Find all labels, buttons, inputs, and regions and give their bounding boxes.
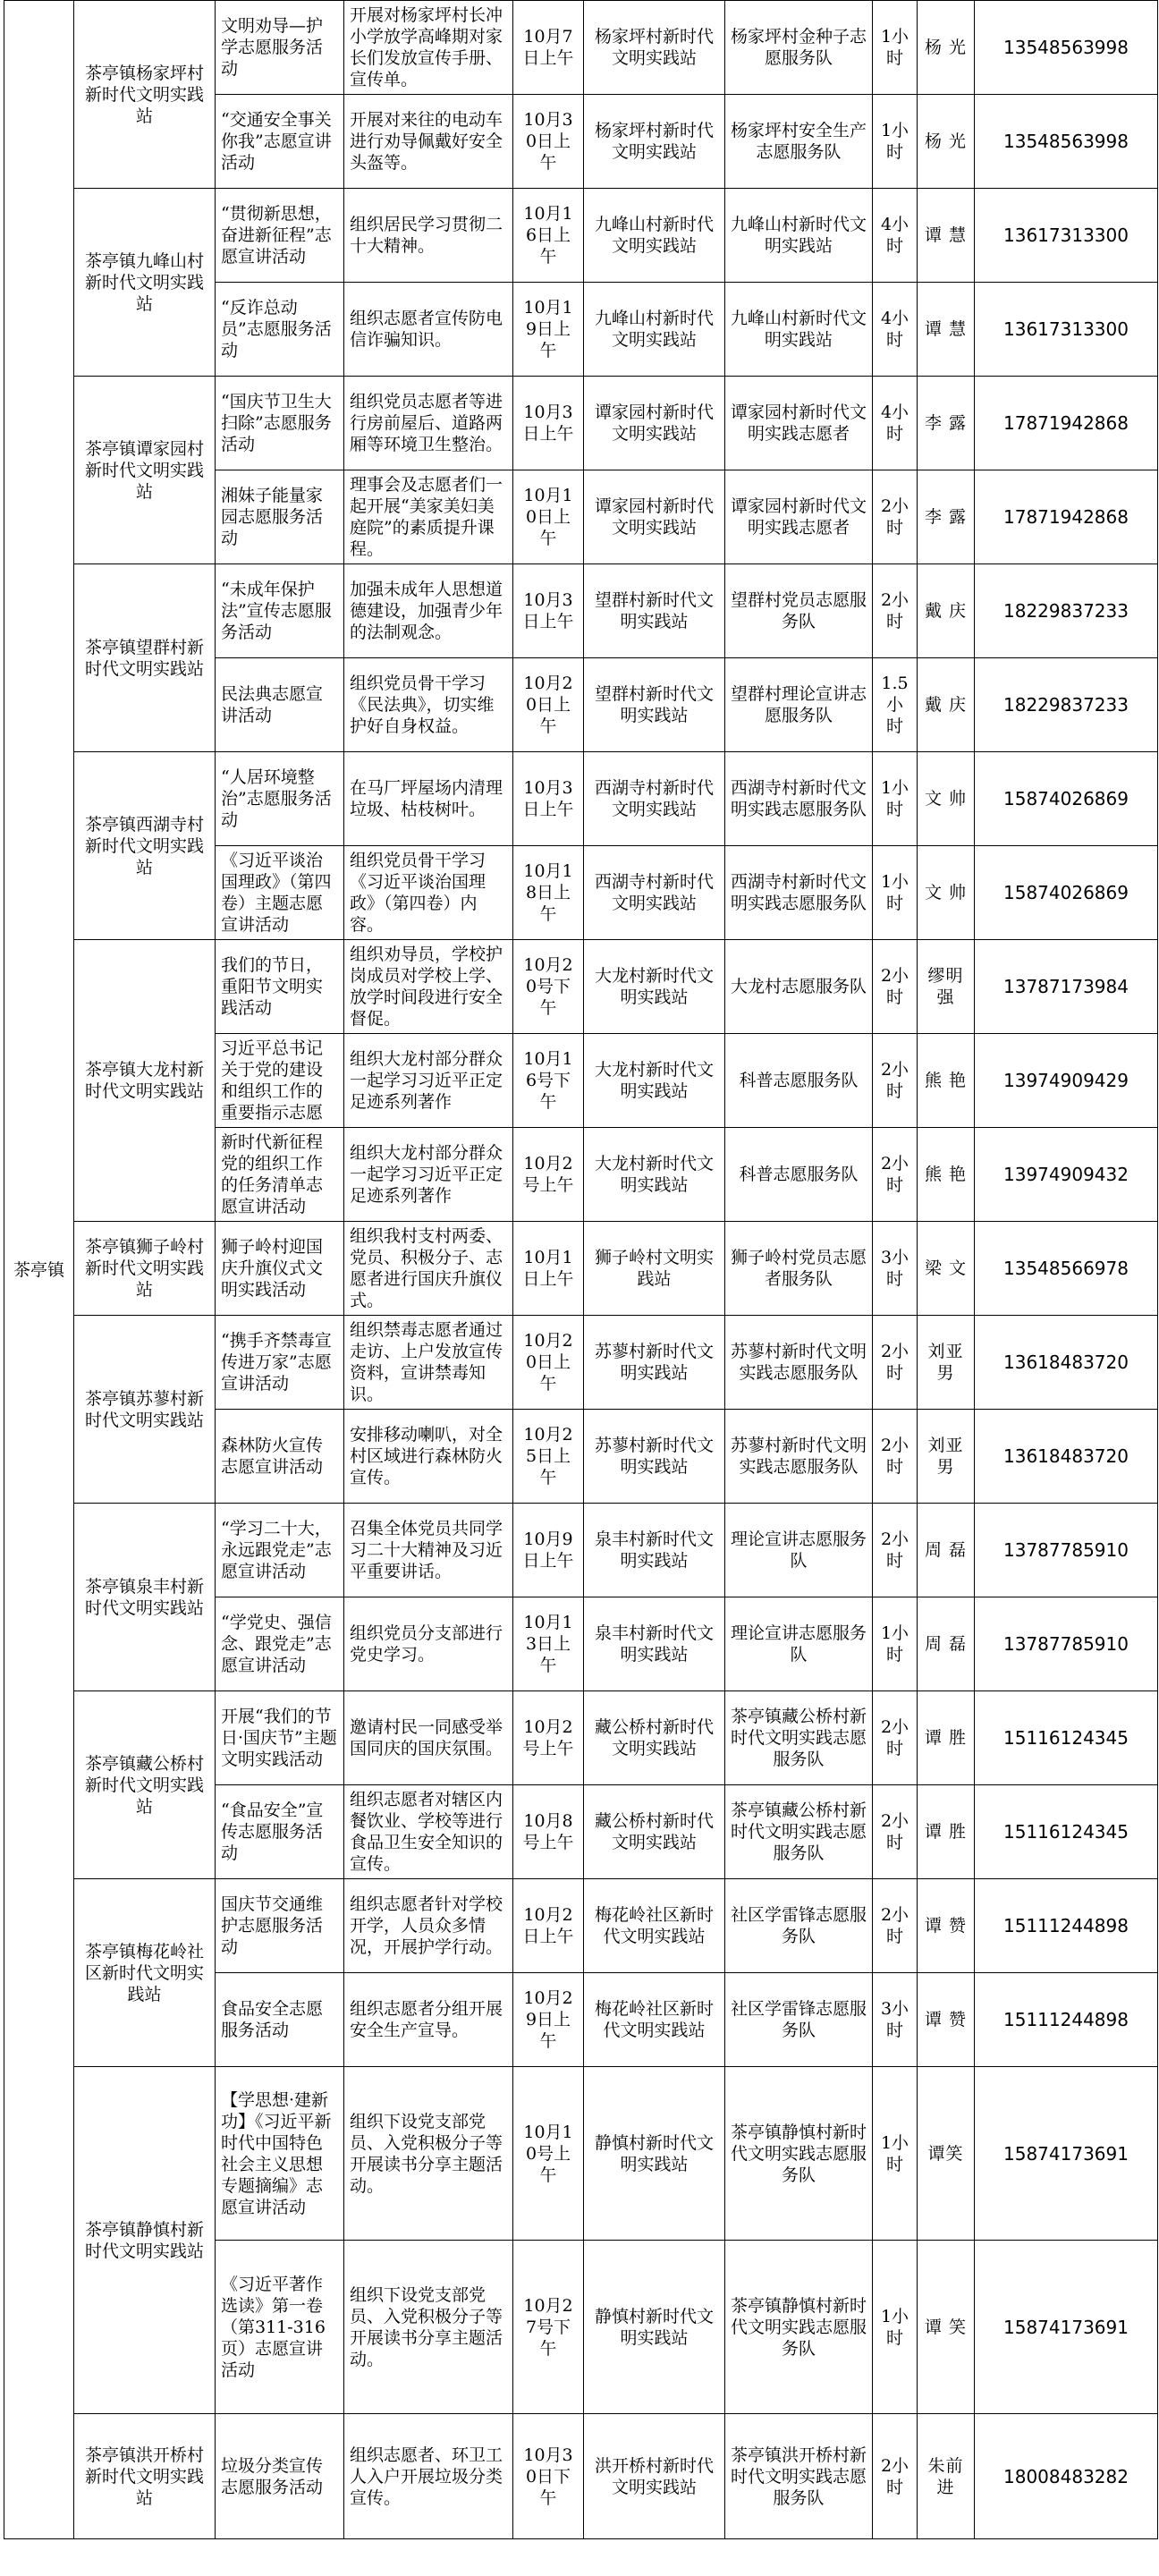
- contact-person: 梁 文: [918, 1222, 975, 1316]
- activity-name: 森林防火宣传志愿宣讲活动: [216, 1410, 344, 1504]
- service-hours: 2小时: [873, 1691, 918, 1785]
- activity-time: 10月20号下午: [513, 940, 584, 1034]
- activity-time: 10月7日上午: [513, 1, 584, 95]
- activity-place: 苏蓼村新时代文明实践站: [584, 1316, 725, 1410]
- contact-phone: 13618483720: [975, 1316, 1158, 1410]
- activity-name: “交通安全事关你我”志愿宣讲活动: [216, 95, 344, 189]
- service-hours: 1小时: [873, 752, 918, 846]
- table-row: [4, 2067, 1158, 2241]
- table-row: [4, 1691, 1158, 1785]
- activity-time: 10月19日上午: [513, 283, 584, 377]
- contact-person: 朱前进: [918, 2414, 975, 2539]
- activity-time: 10月27号下午: [513, 2241, 584, 2414]
- table-row: [4, 2414, 1158, 2539]
- activity-content: 开展对杨家坪村长冲小学放学高峰期对家长们发放宣传手册、宣传单。: [344, 1, 513, 95]
- activity-name: 食品安全志愿服务活动: [216, 1973, 344, 2067]
- contact-phone: 13974909429: [975, 1034, 1158, 1128]
- activity-name: 新时代新征程党的组织工作的任务清单志愿宣讲活动: [216, 1128, 344, 1222]
- activity-content: 组织志愿者针对学校开学，人员众多情况，开展护学行动。: [344, 1879, 513, 1973]
- table-row: [4, 1316, 1158, 1410]
- activity-content: 组织志愿者、环卫工人入户开展垃圾分类宣传。: [344, 2414, 513, 2539]
- service-hours: 1小时: [873, 846, 918, 940]
- station-cell: 茶亭镇洪开桥村新时代文明实践站: [74, 2414, 216, 2539]
- activity-content: 邀请村民一同感受举国同庆的国庆氛围。: [344, 1691, 513, 1785]
- activity-place: 藏公桥村新时代文明实践站: [584, 1785, 725, 1879]
- activity-time: 10月3日上午: [513, 564, 584, 658]
- volunteer-team: 苏蓼村新时代文明实践志愿服务队: [725, 1410, 873, 1504]
- volunteer-team: 理论宣讲志愿服务队: [725, 1504, 873, 1597]
- service-hours: 1.5小时: [873, 658, 918, 752]
- activity-content: 组织下设党支部党员、入党积极分子等开展读书分享主题活动。: [344, 2241, 513, 2414]
- contact-person: 周 磊: [918, 1597, 975, 1691]
- activity-place: 苏蓼村新时代文明实践站: [584, 1410, 725, 1504]
- activity-time: 10月9日上午: [513, 1504, 584, 1597]
- contact-phone: 13617313300: [975, 189, 1158, 283]
- table-row: [4, 189, 1158, 283]
- activity-content: 在马厂坪屋场内清理垃圾、枯枝树叶。: [344, 752, 513, 846]
- service-hours: 1小时: [873, 2067, 918, 2241]
- contact-phone: 13548563998: [975, 1, 1158, 95]
- activity-content: 安排移动喇叭，对全村区域进行森林防火宣传。: [344, 1410, 513, 1504]
- activity-time: 10月13日上午: [513, 1597, 584, 1691]
- volunteer-team: 谭家园村新时代文明实践志愿者: [725, 470, 873, 564]
- activity-place: 西湖寺村新时代文明实践站: [584, 752, 725, 846]
- activity-content: 召集全体党员共同学习二十大精神及习近平重要讲话。: [344, 1504, 513, 1597]
- activity-place: 谭家园村新时代文明实践站: [584, 377, 725, 470]
- activity-place: 谭家园村新时代文明实践站: [584, 470, 725, 564]
- activity-name: 湘妹子能量家园志愿服务活动: [216, 470, 344, 564]
- activity-time: 10月10日上午: [513, 470, 584, 564]
- contact-person: 熊 艳: [918, 1128, 975, 1222]
- volunteer-team: 望群村理论宣讲志愿服务队: [725, 658, 873, 752]
- activity-content: 组织志愿者宣传防电信诈骗知识。: [344, 283, 513, 377]
- contact-phone: 18008483282: [975, 2414, 1158, 2539]
- volunteer-team: 杨家坪村安全生产志愿服务队: [725, 95, 873, 189]
- activity-place: 大龙村新时代文明实践站: [584, 1034, 725, 1128]
- service-hours: 2小时: [873, 1128, 918, 1222]
- contact-phone: 17871942868: [975, 470, 1158, 564]
- activity-place: 九峰山村新时代文明实践站: [584, 283, 725, 377]
- activity-table: [4, 0, 1158, 2539]
- contact-person: 谭 笑: [918, 2241, 975, 2414]
- contact-person: 谭 胜: [918, 1691, 975, 1785]
- contact-phone: 13787785910: [975, 1504, 1158, 1597]
- activity-name: “学党史、强信念、跟党走”志愿宣讲活动: [216, 1597, 344, 1691]
- activity-place: 望群村新时代文明实践站: [584, 658, 725, 752]
- activity-time: 10月25日上午: [513, 1410, 584, 1504]
- activity-name: 《习近平著作选读》第一卷（第311-316页）志愿宣讲活动: [216, 2241, 344, 2414]
- service-hours: 2小时: [873, 940, 918, 1034]
- station-cell: 茶亭镇九峰山村新时代文明实践站: [74, 189, 216, 377]
- activity-name: “国庆节卫生大扫除”志愿服务活动: [216, 377, 344, 470]
- activity-place: 藏公桥村新时代文明实践站: [584, 1691, 725, 1785]
- activity-place: 西湖寺村新时代文明实践站: [584, 846, 725, 940]
- service-hours: 2小时: [873, 1785, 918, 1879]
- town-cell: 茶亭镇: [4, 1, 74, 2539]
- volunteer-team: 茶亭镇静慎村新时代文明实践志愿服务队: [725, 2241, 873, 2414]
- activity-place: 洪开桥村新时代文明实践站: [584, 2414, 725, 2539]
- contact-phone: 15111244898: [975, 1879, 1158, 1973]
- contact-person: 谭 慧: [918, 189, 975, 283]
- contact-phone: 13787173984: [975, 940, 1158, 1034]
- station-cell: 茶亭镇梅花岭社区新时代文明实践站: [74, 1879, 216, 2067]
- contact-person: 缪明强: [918, 940, 975, 1034]
- contact-phone: 13787785910: [975, 1597, 1158, 1691]
- activity-time: 10月18日上午: [513, 846, 584, 940]
- contact-person: 李 露: [918, 470, 975, 564]
- activity-place: 杨家坪村新时代文明实践站: [584, 1, 725, 95]
- contact-phone: 13974909432: [975, 1128, 1158, 1222]
- service-hours: 2小时: [873, 1316, 918, 1410]
- table-row: [4, 1, 1158, 95]
- volunteer-team: 西湖寺村新时代文明实践志愿服务队: [725, 752, 873, 846]
- contact-phone: 15116124345: [975, 1691, 1158, 1785]
- station-cell: 茶亭镇望群村新时代文明实践站: [74, 564, 216, 752]
- activity-name: “食品安全”宣传志愿服务活动: [216, 1785, 344, 1879]
- activity-place: 九峰山村新时代文明实践站: [584, 189, 725, 283]
- contact-person: 谭 慧: [918, 283, 975, 377]
- service-hours: 2小时: [873, 564, 918, 658]
- table-row: [4, 752, 1158, 846]
- activity-name: 开展“我们的节日·国庆节”主题文明实践活动: [216, 1691, 344, 1785]
- activity-name: 【学思想·建新功】《习近平新时代中国特色社会主义思想专题摘编》志愿宣讲活动: [216, 2067, 344, 2241]
- contact-person: 刘亚男: [918, 1410, 975, 1504]
- contact-person: 杨 光: [918, 1, 975, 95]
- service-hours: 2小时: [873, 2414, 918, 2539]
- contact-person: 文 帅: [918, 846, 975, 940]
- activity-time: 10月16号下午: [513, 1034, 584, 1128]
- station-cell: 茶亭镇杨家坪村新时代文明实践站: [74, 1, 216, 189]
- contact-person: 李 露: [918, 377, 975, 470]
- activity-content: 组织志愿者对辖区内餐饮业、学校等进行食品卫生安全知识的宣传。: [344, 1785, 513, 1879]
- activity-time: 10月29日上午: [513, 1973, 584, 2067]
- volunteer-team: 狮子岭村党员志愿者服务队: [725, 1222, 873, 1316]
- activity-time: 10月20日上午: [513, 1316, 584, 1410]
- contact-phone: 13548566978: [975, 1222, 1158, 1316]
- activity-name: 国庆节交通维护志愿服务活动: [216, 1879, 344, 1973]
- service-hours: 2小时: [873, 1879, 918, 1973]
- activity-name: 我们的节日，重阳节文明实践活动: [216, 940, 344, 1034]
- contact-phone: 15874026869: [975, 752, 1158, 846]
- activity-name: “未成年保护法”宣传志愿服务活动: [216, 564, 344, 658]
- contact-person: 杨 光: [918, 95, 975, 189]
- service-hours: 3小时: [873, 1222, 918, 1316]
- activity-content: 组织党员志愿者等进行房前屋后、道路两厢等环境卫生整治。: [344, 377, 513, 470]
- activity-place: 大龙村新时代文明实践站: [584, 1128, 725, 1222]
- activity-place: 大龙村新时代文明实践站: [584, 940, 725, 1034]
- activity-content: 组织大龙村部分群众一起学习习近平正定足迹系列著作: [344, 1034, 513, 1128]
- contact-person: 熊 艳: [918, 1034, 975, 1128]
- contact-phone: 13617313300: [975, 283, 1158, 377]
- activity-place: 梅花岭社区新时代文明实践站: [584, 1973, 725, 2067]
- activity-time: 10月10号上午: [513, 2067, 584, 2241]
- service-hours: 2小时: [873, 1504, 918, 1597]
- activity-content: 组织党员骨干学习《习近平谈治国理政》（第四卷）内容。: [344, 846, 513, 940]
- activity-content: 理事会及志愿者们一起开展“美家美妇美庭院”的素质提升课程。: [344, 470, 513, 564]
- activity-name: “携手齐禁毒宣传进万家”志愿宣讲活动: [216, 1316, 344, 1410]
- contact-phone: 15111244898: [975, 1973, 1158, 2067]
- contact-phone: 18229837233: [975, 658, 1158, 752]
- activity-place: 梅花岭社区新时代文明实践站: [584, 1879, 725, 1973]
- station-cell: 茶亭镇藏公桥村新时代文明实践站: [74, 1691, 216, 1879]
- table-row: [4, 377, 1158, 470]
- activity-name: 狮子岭村迎国庆升旗仪式文明实践活动: [216, 1222, 344, 1316]
- activity-time: 10月30日上午: [513, 95, 584, 189]
- volunteer-team: 西湖寺村新时代文明实践志愿服务队: [725, 846, 873, 940]
- volunteer-team: 社区学雷锋志愿服务队: [725, 1973, 873, 2067]
- volunteer-team: 茶亭镇静慎村新时代文明实践志愿服务队: [725, 2067, 873, 2241]
- table-row: [4, 1222, 1158, 1316]
- activity-time: 10月2号上午: [513, 1128, 584, 1222]
- activity-content: 开展对来往的电动车进行劝导佩戴好安全头盔等。: [344, 95, 513, 189]
- service-hours: 1小时: [873, 2241, 918, 2414]
- activity-content: 加强未成年人思想道德建设，加强青少年的法制观念。: [344, 564, 513, 658]
- volunteer-team: 科普志愿服务队: [725, 1128, 873, 1222]
- activity-place: 狮子岭村文明实践站: [584, 1222, 725, 1316]
- service-hours: 2小时: [873, 1034, 918, 1128]
- activity-place: 泉丰村新时代文明实践站: [584, 1597, 725, 1691]
- activity-name: 垃圾分类宣传志愿服务活动: [216, 2414, 344, 2539]
- activity-content: 组织党员分支部进行党史学习。: [344, 1597, 513, 1691]
- table-row: [4, 1879, 1158, 1973]
- volunteer-team: 茶亭镇藏公桥村新时代文明实践志愿服务队: [725, 1691, 873, 1785]
- activity-content: 组织下设党支部党员、入党积极分子等开展读书分享主题活动。: [344, 2067, 513, 2241]
- activity-content: 组织居民学习贯彻二十大精神。: [344, 189, 513, 283]
- station-cell: 茶亭镇静慎村新时代文明实践站: [74, 2067, 216, 2414]
- volunteer-team: 杨家坪村金种子志愿服务队: [725, 1, 873, 95]
- activity-time: 10月1日上午: [513, 1222, 584, 1316]
- table-body: [4, 1, 1158, 2539]
- activity-time: 10月3日上午: [513, 377, 584, 470]
- service-hours: 3小时: [873, 1973, 918, 2067]
- activity-time: 10月2日上午: [513, 1879, 584, 1973]
- contact-phone: 15874173691: [975, 2241, 1158, 2414]
- contact-person: 文 帅: [918, 752, 975, 846]
- activity-time: 10月16日上午: [513, 189, 584, 283]
- volunteer-team: 大龙村志愿服务队: [725, 940, 873, 1034]
- contact-phone: 18229837233: [975, 564, 1158, 658]
- activity-place: 泉丰村新时代文明实践站: [584, 1504, 725, 1597]
- activity-name: “反诈总动员”志愿服务活动: [216, 283, 344, 377]
- service-hours: 2小时: [873, 470, 918, 564]
- volunteer-team: 社区学雷锋志愿服务队: [725, 1879, 873, 1973]
- volunteer-team: 九峰山村新时代文明实践站: [725, 283, 873, 377]
- service-hours: 4小时: [873, 283, 918, 377]
- station-cell: 茶亭镇西湖寺村新时代文明实践站: [74, 752, 216, 940]
- station-cell: 茶亭镇苏蓼村新时代文明实践站: [74, 1316, 216, 1504]
- service-hours: 1小时: [873, 1, 918, 95]
- contact-person: 谭笑: [918, 2067, 975, 2241]
- table-row: [4, 564, 1158, 658]
- contact-person: 周 磊: [918, 1504, 975, 1597]
- volunteer-team: 望群村党员志愿服务队: [725, 564, 873, 658]
- contact-person: 谭 胜: [918, 1785, 975, 1879]
- activity-name: 文明劝导—护学志愿服务活动: [216, 1, 344, 95]
- volunteer-team: 茶亭镇藏公桥村新时代文明实践志愿服务队: [725, 1785, 873, 1879]
- contact-phone: 13618483720: [975, 1410, 1158, 1504]
- service-hours: 4小时: [873, 377, 918, 470]
- activity-time: 10月2号上午: [513, 1691, 584, 1785]
- volunteer-team: 理论宣讲志愿服务队: [725, 1597, 873, 1691]
- contact-person: 戴 庆: [918, 658, 975, 752]
- activity-time: 10月30日下午: [513, 2414, 584, 2539]
- activity-content: 组织禁毒志愿者通过走访、上户发放宣传资料，宣讲禁毒知识。: [344, 1316, 513, 1410]
- station-cell: 茶亭镇泉丰村新时代文明实践站: [74, 1504, 216, 1691]
- station-cell: 茶亭镇谭家园村新时代文明实践站: [74, 377, 216, 564]
- volunteer-team: 茶亭镇洪开桥村新时代文明实践志愿服务队: [725, 2414, 873, 2539]
- contact-phone: 13548563998: [975, 95, 1158, 189]
- activity-place: 杨家坪村新时代文明实践站: [584, 95, 725, 189]
- activity-name: 民法典志愿宣讲活动: [216, 658, 344, 752]
- activity-time: 10月8号上午: [513, 1785, 584, 1879]
- activity-content: 组织劝导员，学校护岗成员对学校上学、放学时间段进行安全督促。: [344, 940, 513, 1034]
- activity-name: 《习近平谈治国理政》（第四卷）主题志愿宣讲活动: [216, 846, 344, 940]
- activity-content: 组织党员骨干学习《民法典》，切实维护好自身权益。: [344, 658, 513, 752]
- activity-place: 望群村新时代文明实践站: [584, 564, 725, 658]
- volunteer-team: 谭家园村新时代文明实践志愿者: [725, 377, 873, 470]
- activity-content: 组织我村支村两委、党员、积极分子、志愿者进行国庆升旗仪式。: [344, 1222, 513, 1316]
- volunteer-team: 科普志愿服务队: [725, 1034, 873, 1128]
- station-cell: 茶亭镇大龙村新时代文明实践站: [74, 940, 216, 1222]
- table-row: [4, 940, 1158, 1034]
- contact-person: 戴 庆: [918, 564, 975, 658]
- volunteer-team: 苏蓼村新时代文明实践志愿服务队: [725, 1316, 873, 1410]
- contact-phone: 17871942868: [975, 377, 1158, 470]
- activity-name: “贯彻新思想，奋进新征程”志愿宣讲活动: [216, 189, 344, 283]
- service-hours: 4小时: [873, 189, 918, 283]
- activity-name: 习近平总书记关于党的建设和组织工作的重要指示志愿: [216, 1034, 344, 1128]
- volunteer-team: 九峰山村新时代文明实践站: [725, 189, 873, 283]
- service-hours: 1小时: [873, 1597, 918, 1691]
- activity-time: 10月20日上午: [513, 658, 584, 752]
- activity-name: “学习二十大，永远跟党走”志愿宣讲活动: [216, 1504, 344, 1597]
- contact-person: 谭 赞: [918, 1973, 975, 2067]
- activity-name: “人居环境整治”志愿服务活动: [216, 752, 344, 846]
- contact-phone: 15116124345: [975, 1785, 1158, 1879]
- service-hours: 1小时: [873, 95, 918, 189]
- service-hours: 2小时: [873, 1410, 918, 1504]
- contact-phone: 15874026869: [975, 846, 1158, 940]
- contact-phone: 15874173691: [975, 2067, 1158, 2241]
- activity-time: 10月3日上午: [513, 752, 584, 846]
- table-row: [4, 1504, 1158, 1597]
- activity-place: 静慎村新时代文明实践站: [584, 2067, 725, 2241]
- station-cell: 茶亭镇狮子岭村新时代文明实践站: [74, 1222, 216, 1316]
- contact-person: 刘亚男: [918, 1316, 975, 1410]
- contact-person: 谭 赞: [918, 1879, 975, 1973]
- activity-content: 组织大龙村部分群众一起学习习近平正定足迹系列著作: [344, 1128, 513, 1222]
- activity-content: 组织志愿者分组开展安全生产宣导。: [344, 1973, 513, 2067]
- activity-place: 静慎村新时代文明实践站: [584, 2241, 725, 2414]
